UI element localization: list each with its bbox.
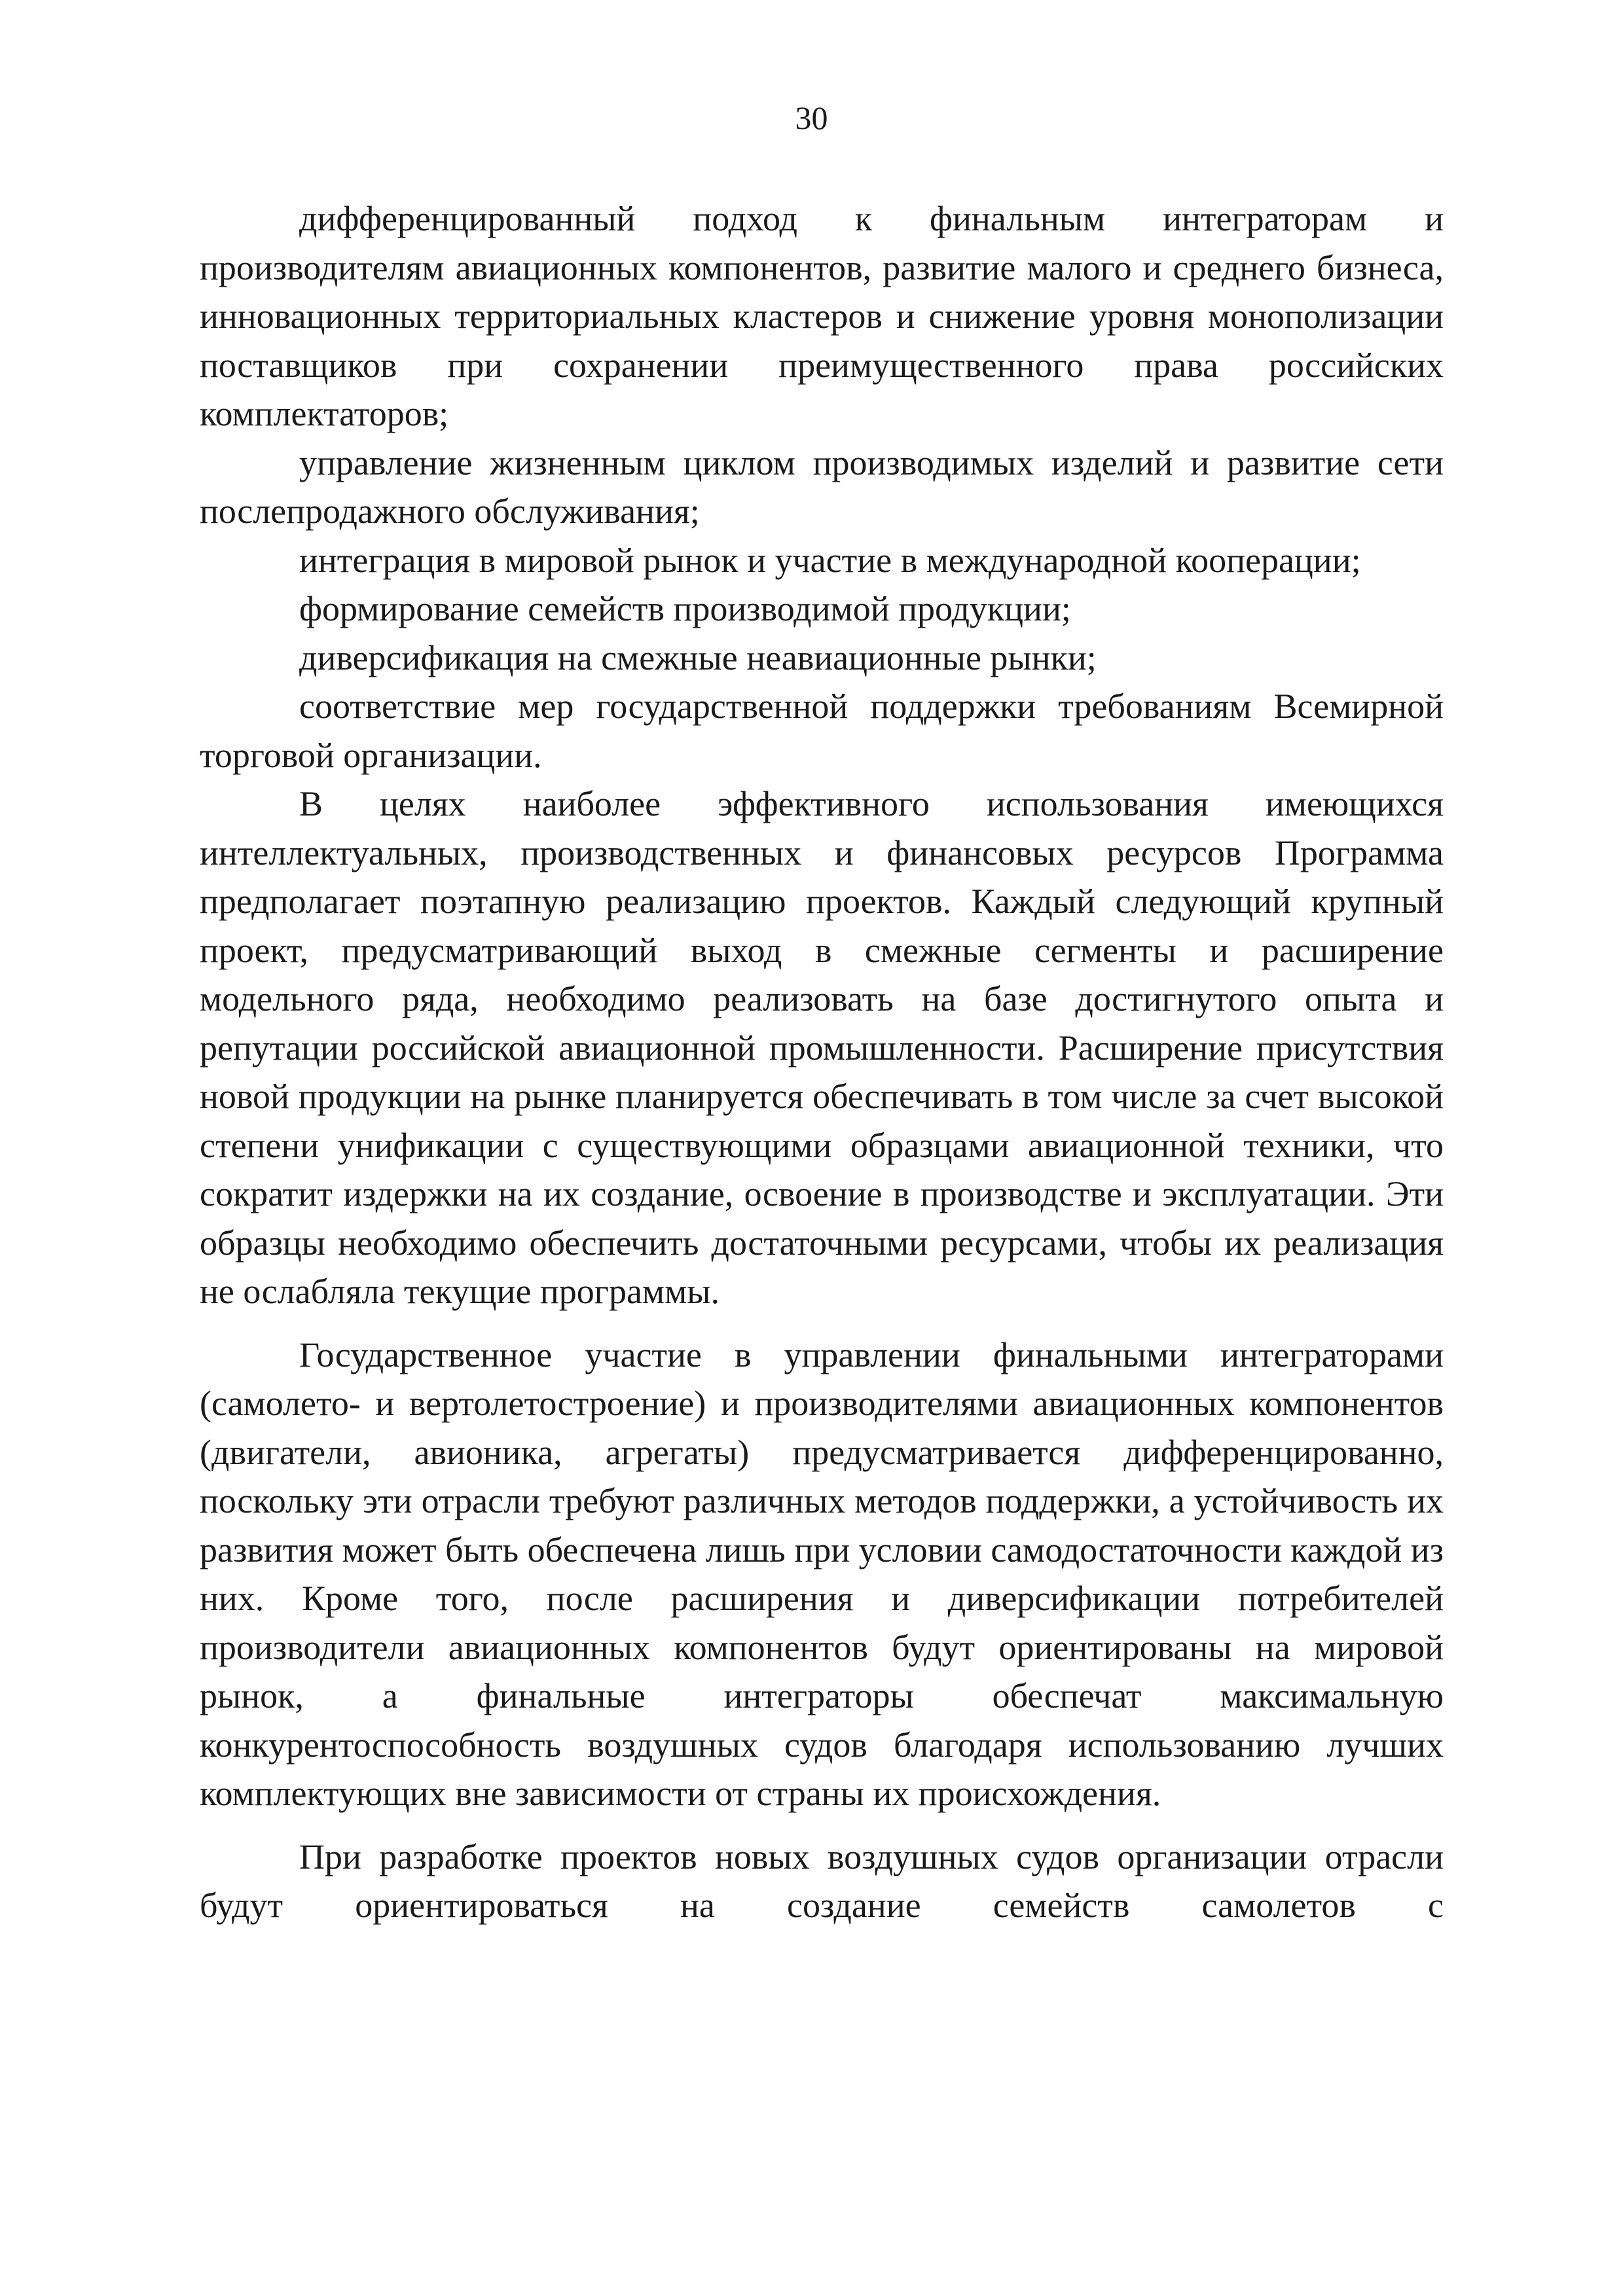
paragraph-world-market-integration: интеграция в мировой рынок и участие в международной кооперации; (299, 540, 1361, 580)
paragraph-diversification: диверсификация на смежные неавиационные рынки; (299, 637, 1097, 677)
paragraph-product-families: формирование семейств производимой продукции; (299, 589, 1071, 628)
paragraph-phased-implementation: В целях наиболее эффективного использования имеющихся интеллектуальных, производственных и финансовых ресурсов Программа предполагает поэтапную реализацию проектов. Каждый следующий крупный проект, предусматривающий выход в смежные сегменты и расширение модельного ряда, необходимо реализовать на базе достигнутого опыта и репутации российской авиационной промышленности. Расширение присутствия новой продукции на рынке планируется обеспечивать в том числе за счет высокой степени унификации с существующими образцами авиационной техники, что сократит издержки на их создание, освоение в производстве и эксплуатации. Эти образцы необходимо обеспечить достаточными ресурсами, чтобы их реализация не ослабляла текущие программы. (200, 784, 1444, 1311)
paragraph-state-participation: Государственное участие в управлении финальными интеграторами (самолето- и вертолетостроение) и производителями авиационных компонентов (двигатели, авионика, агрегаты) предусматривается дифференцированно, поскольку эти отрасли требуют различных методов поддержки, а устойчивость их развития может быть обеспечена лишь при условии самодостаточности каждой из них. Кроме того, после расширения и диверсификации потребителей производители авиационных компонентов будут ориентированы на мировой рынок, а финальные интеграторы обеспечат максимальную конкурентоспособность воздушных судов благодаря использованию лучших комплектующих вне зависимости от страны их происхождения. (200, 1335, 1444, 1813)
paragraph-lifecycle-management: управление жизненным циклом производимых изделий и развитие сети послепродажного обслуживания; (200, 442, 1444, 531)
paragraph-wto-compliance: соответствие мер государственной поддержки требованиям Всемирной торговой организации. (200, 687, 1444, 775)
document-body (200, 194, 1444, 1930)
paragraph-new-aircraft-projects: При разработке проектов новых воздушных судов организации отрасли будут ориентироваться на создание семейств самолетов с (200, 1837, 1444, 1925)
page-number: 30 (795, 99, 828, 136)
paragraph-differentiated-approach: дифференцированный подход к финальным интеграторам и производителям авиационных компонентов, развитие малого и среднего бизнеса, инновационных территориальных кластеров и снижение уровня монополизации поставщиков при сохранении преимущественного права российских комплектаторов; (200, 199, 1444, 433)
